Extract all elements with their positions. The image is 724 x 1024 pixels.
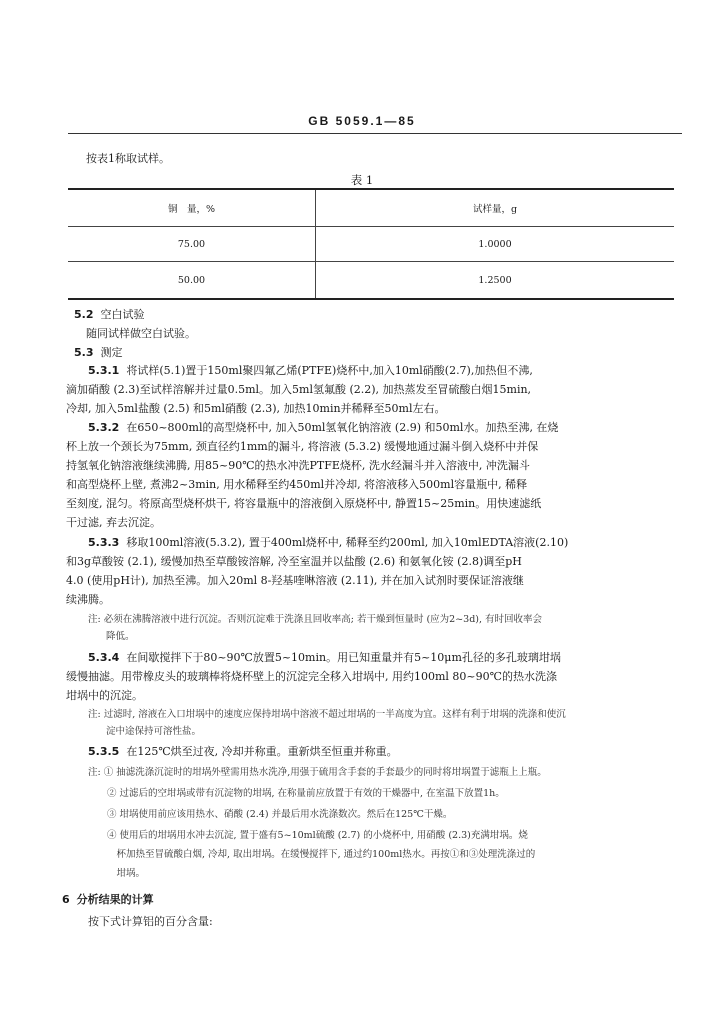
table-cell: 50.00 xyxy=(68,262,316,300)
header-standard-code: GB 5059.1—85 xyxy=(308,114,416,128)
table-row xyxy=(68,227,674,262)
section-number: 5.3.5 xyxy=(88,745,120,758)
section-number: 5.2 xyxy=(74,308,94,321)
table-header-copper: 铜 量，% xyxy=(68,189,316,227)
section-5-3-heading xyxy=(74,346,123,360)
note-5-3-5-item-4: ④ 使用后的坩埚用水冲去沉淀, 置于盛有5~10ml硫酸 (2.7) 的小烧杯中, 用硝酸 (2.3)充满坩埚。烧 xyxy=(88,830,528,841)
section-5-2-heading xyxy=(74,308,145,322)
para-5-3-2-line-1: 5.3.2 在650~800ml的高型烧杯中, 加入50ml氢氧化钠溶液 (2.9) 和50ml水。加热至沸, 在烧 xyxy=(88,421,559,434)
section-number: 6 xyxy=(62,893,70,906)
section-number: 5.3.3 xyxy=(88,536,120,549)
para-5-3-1-line-1: 5.3.1 将试样(5.1)置于150ml聚四氟乙烯(PTFE)烧杯中,加入10ml硝酸(2.7),加热但不沸, xyxy=(88,364,533,377)
section-number: 5.3 xyxy=(74,346,94,359)
note-5-3-5-item-3: ③ 坩埚使用前应该用热水、硝酸 (2.4) 并最后用水洗涤数次。然后在125℃干燥。 xyxy=(88,809,453,820)
para-5-3-2-line-2: 杯上放一个颈长为75mm, 颈直径约1mm的漏斗, 将溶液 (5.3.2) 缓慢地通过漏斗倒入烧杯中并保 xyxy=(66,440,539,453)
para-5-3-4-line-1: 5.3.4 在间歇搅拌下于80~90℃放置5~10min。用已知重量并有5~10μm孔径的多孔玻璃坩埚 xyxy=(88,651,561,664)
section-number: 5.3.2 xyxy=(88,421,120,434)
table-caption: 表 1 xyxy=(350,173,374,187)
data-table xyxy=(68,188,674,300)
section-title: 测定 xyxy=(100,346,123,359)
para-5-3-2-line-3: 持氢氧化钠溶液继续沸腾, 用85~90℃的热水冲洗PTFE烧杯, 洗水经漏斗并入溶液中, 冲洗漏斗 xyxy=(66,459,530,472)
note-5-3-5-item-1: 注: ① 抽滤洗涤沉淀时的坩埚外壁需用热水洗净,用强于硫用含手套的手套最少的同时将坩埚置于滤瓶上上瓶。 xyxy=(88,767,547,778)
para-5-3-2-line-5: 至刻度, 混匀。将原高型烧杯烘干, 将容量瓶中的溶液倒入原烧杯中, 静置15~25min。用快速滤纸 xyxy=(66,497,542,510)
section-number: 5.3.1 xyxy=(88,364,120,377)
para-5-3-2-line-6: 干过滤, 弃去沉淀。 xyxy=(66,516,161,529)
table-cell: 1.2500 xyxy=(316,262,675,300)
note-5-3-5-item-4-cont: 杯加热至冒硫酸白烟, 冷却, 取出坩埚。在缓慢搅拌下, 通过约100ml热水。再按①和③处理洗涤过的 xyxy=(88,849,536,860)
intro-text: 按表1称取试样。 xyxy=(86,152,170,165)
para-5-3-2-line-4: 和高型烧杯上壁, 煮沸2~3min, 用水稀释至约450ml并冷却, 将溶液移入500ml容量瓶中, 稀释 xyxy=(66,478,528,491)
para-5-3-1-line-3: 冷却, 加入5ml盐酸 (2.5) 和5ml硝酸 (2.3), 加热10min并稀释至50ml左右。 xyxy=(66,402,446,415)
para-5-3-3-line-1: 5.3.3 移取100ml溶液(5.3.2), 置于400ml烧杯中, 稀释至约200ml, 加入10mlEDTA溶液(2.10) xyxy=(88,536,569,549)
para-5-3-3-line-3: 4.0 (使用pH计), 加热至沸。加入20ml 8-羟基喹啉溶液 (2.11), 并在加入试剂时要保证溶液继 xyxy=(66,574,524,587)
note-5-3-3-line-1: 注: 必须在沸腾溶液中进行沉淀。否则沉淀难于洗涤且回收率高; 若干燥到恒量时 (应为2~3d), 有时回收率会 xyxy=(88,614,543,625)
table-header-sample: 试样量，g xyxy=(316,189,675,227)
para-5-3-1-line-2: 滴加硝酸 (2.3)至试样溶解并过量0.5ml。加入5ml氢氟酸 (2.2), 加热蒸发至冒硫酸白烟15min, xyxy=(66,383,532,396)
para-5-3-4-line-2: 缓慢抽滤。用带橡皮头的玻璃棒将烧杯壁上的沉淀完全移入坩埚中, 用约100ml 80~90℃的热水洗涤 xyxy=(66,670,557,683)
table-cell: 75.00 xyxy=(68,227,316,262)
note-5-3-5-item-4-end: 坩埚。 xyxy=(88,868,146,879)
para-5-3-4-line-3: 坩埚中的沉淀。 xyxy=(66,689,143,702)
section-number: 5.3.4 xyxy=(88,651,120,664)
para-5-3-5: 5.3.5 在125℃烘至过夜, 冷却并称重。重新烘至恒重并称重。 xyxy=(88,745,398,758)
section-6-body: 按下式计算铝的百分含量: xyxy=(88,915,213,928)
section-6-heading xyxy=(62,893,154,907)
table-cell: 1.0000 xyxy=(316,227,675,262)
para-5-3-3-line-2: 和3g草酸铵 (2.1), 缓慢加热至草酸铵溶解, 冷至室温并以盐酸 (2.6) 和氨氧化铵 (2.8)调至pH xyxy=(66,555,522,568)
note-5-3-4-line-2: 淀中途保持可溶性盐。 xyxy=(106,726,202,737)
section-title: 空白试验 xyxy=(100,308,145,321)
para-5-3-3-line-4: 续沸腾。 xyxy=(66,593,110,606)
section-title: 分析结果的计算 xyxy=(76,893,154,906)
section-5-2-body: 随同试样做空白试验。 xyxy=(86,327,196,340)
note-5-3-5-item-2: ② 过滤后的空坩埚或带有沉淀物的坩埚, 在称量前应放置于有效的干燥器中, 在室温下放置1h。 xyxy=(88,788,505,799)
note-5-3-4-line-1: 注: 过滤时, 溶液在入口坩埚中的速度应保持坩埚中溶液不超过坩埚的一半高度为宜。这样有利于坩埚的洗涤和使沉 xyxy=(88,709,566,720)
table-header-row xyxy=(68,189,674,227)
note-5-3-3-line-2: 降低。 xyxy=(106,631,135,642)
table-row xyxy=(68,262,674,300)
header-rule xyxy=(68,133,682,134)
